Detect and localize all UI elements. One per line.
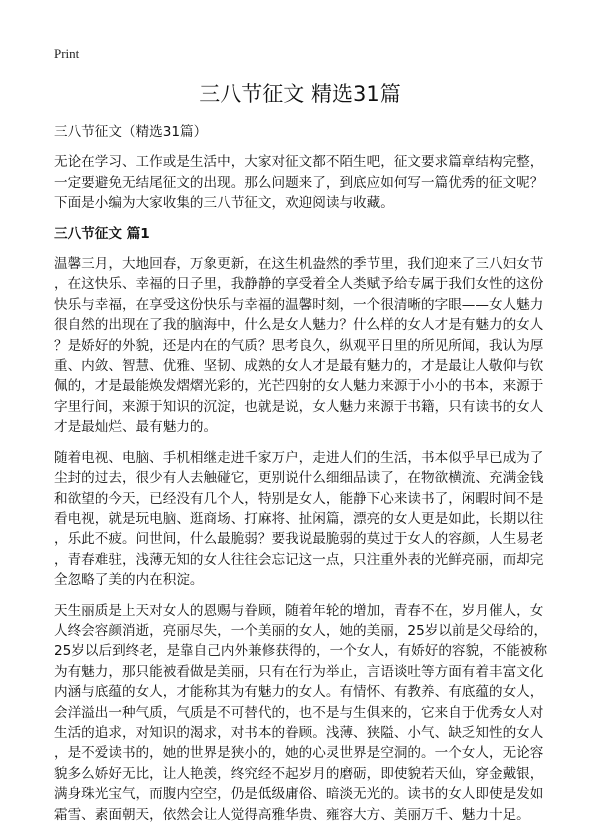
text-line: 字里行间，来源于知识的沉淀，也就是说，女人魅力来源于书籍，只有读书的女人 bbox=[54, 398, 544, 415]
text-line: 为有魅力，那只能被看做是美丽，只有在行为举止，言语谈吐等方面有着丰富文化 bbox=[54, 663, 544, 680]
article-paragraphs bbox=[54, 254, 554, 825]
text-line: 很自然的出现在了我的脑海中，什么是女人魅力？什么样的女人才是有魅力的女人 bbox=[54, 317, 544, 334]
text-line: 生活的追求，对知识的渴求，对书本的眷顾。浅薄、狭隘、小气、缺乏知性的女人 bbox=[54, 724, 544, 741]
text-line: 下面是小编为大家收集的三八节征文，欢迎阅读与收藏。 bbox=[54, 195, 394, 212]
text-line: 全忽略了美的内在积淀。 bbox=[54, 572, 204, 589]
document-subtitle: 三八节征文（精选31篇） bbox=[54, 124, 208, 140]
section-heading: 三八节征文 篇1 bbox=[54, 225, 150, 242]
text-line: ，乐此不疲。问世间，什么最脆弱？要我说最脆弱的莫过于女人的容颜，人生易老 bbox=[54, 531, 544, 548]
text-line: 温馨三月，大地回春，万象更新，在这生机盎然的季节里，我们迎来了三八妇女节 bbox=[54, 256, 544, 273]
text-line: ，在这快乐、幸福的日子里，我静静的享受着全人类赋予给专属于我们女性的这份 bbox=[54, 276, 544, 293]
text-line: ，青春难驻，浅薄无知的女人往往会忘记这一点，只注重外表的光鲜亮丽，而却完 bbox=[54, 551, 544, 568]
print-link[interactable]: Print bbox=[54, 46, 80, 61]
text-line: 满身珠光宝气，而腹内空空，仍是低级庸俗、暗淡无光的。读书的女人即使是发如 bbox=[54, 786, 544, 803]
text-line: 随着电视、电脑、手机相继走进千家万户，走进人们的生活，书本似乎早已成为了 bbox=[54, 449, 544, 466]
text-line: 重、内敛、智慧、优雅、坚韧、成熟的女人才是最有魅力的，才是最让人敬仰与钦 bbox=[54, 358, 544, 375]
text-line: 看电视，就是玩电脑、逛商场、打麻将、扯闲篇，漂亮的女人更是如此，长期以往 bbox=[54, 510, 544, 527]
text-line: 人终会容颜消逝，亮丽尽失，一个美丽的女人，她的美丽，25岁以前是父母给的， bbox=[54, 622, 548, 639]
text-line: 无论在学习、工作或是生活中，大家对征文都不陌生吧，征文要求篇章结构完整， bbox=[54, 154, 544, 171]
text-line: 一定要避免无结尾征文的出现。那么问题来了，到底应如何写一篇优秀的征文呢？ bbox=[54, 174, 544, 191]
text-line: 会洋溢出一种气质，气质是不可替代的，也不是与生俱来的，它来自于优秀女人对 bbox=[54, 704, 544, 721]
text-line: 佩的，才是最能焕发熠熠光彩的，光芒四射的女人魅力来源于小小的书本，来源于 bbox=[54, 378, 544, 395]
text-line: 和欲望的今天，已经没有几个人，特别是女人，能静下心来读书了，闲暇时间不是 bbox=[54, 490, 544, 507]
text-line: 内涵与底蕴的女人，才能称其为有魅力的女人。有情怀、有教养、有底蕴的女人， bbox=[54, 684, 544, 701]
text-line: 尘封的过去，很少有人去触碰它，更别说什么细细品读了，在物欲横流、充满金钱 bbox=[54, 470, 544, 487]
intro-paragraph bbox=[54, 152, 554, 213]
article-paragraph bbox=[54, 254, 554, 438]
article-paragraph bbox=[54, 448, 554, 591]
text-line: 貌多么娇好无比，让人艳羡，终究经不起岁月的磨砺，即使貌若天仙，穿金戴银， bbox=[54, 765, 544, 782]
document-body bbox=[54, 122, 554, 835]
article-paragraph bbox=[54, 601, 554, 825]
text-line: 霜雪、素面朝天，依然会让人觉得高雅华贵、雍容大方、美丽万千、魅力十足。 bbox=[54, 806, 530, 823]
text-line: 25岁以后到终老，是靠自己内外兼修获得的，一个女人，有娇好的容貌，不能被称 bbox=[54, 643, 548, 660]
text-line: ？是娇好的外貌，还是内在的气质？思考良久，纵观平日里的所见所闻，我认为厚 bbox=[54, 337, 544, 354]
text-line: ，是不爱读书的，她的世界是狭小的，她的心灵世界是空洞的。一个女人，无论容 bbox=[54, 745, 544, 762]
text-line: 快乐与幸福，在享受这份快乐与幸福的温馨时刻，一个很清晰的字眼——女人魅力 bbox=[54, 296, 544, 313]
page-title: 三八节征文 精选31篇 bbox=[199, 82, 401, 106]
text-line: 天生丽质是上天对女人的恩赐与眷顾，随着年轮的增加，青春不在，岁月催人，女 bbox=[54, 602, 544, 619]
text-line: 才是最灿烂、最有魅力的。 bbox=[54, 419, 218, 436]
